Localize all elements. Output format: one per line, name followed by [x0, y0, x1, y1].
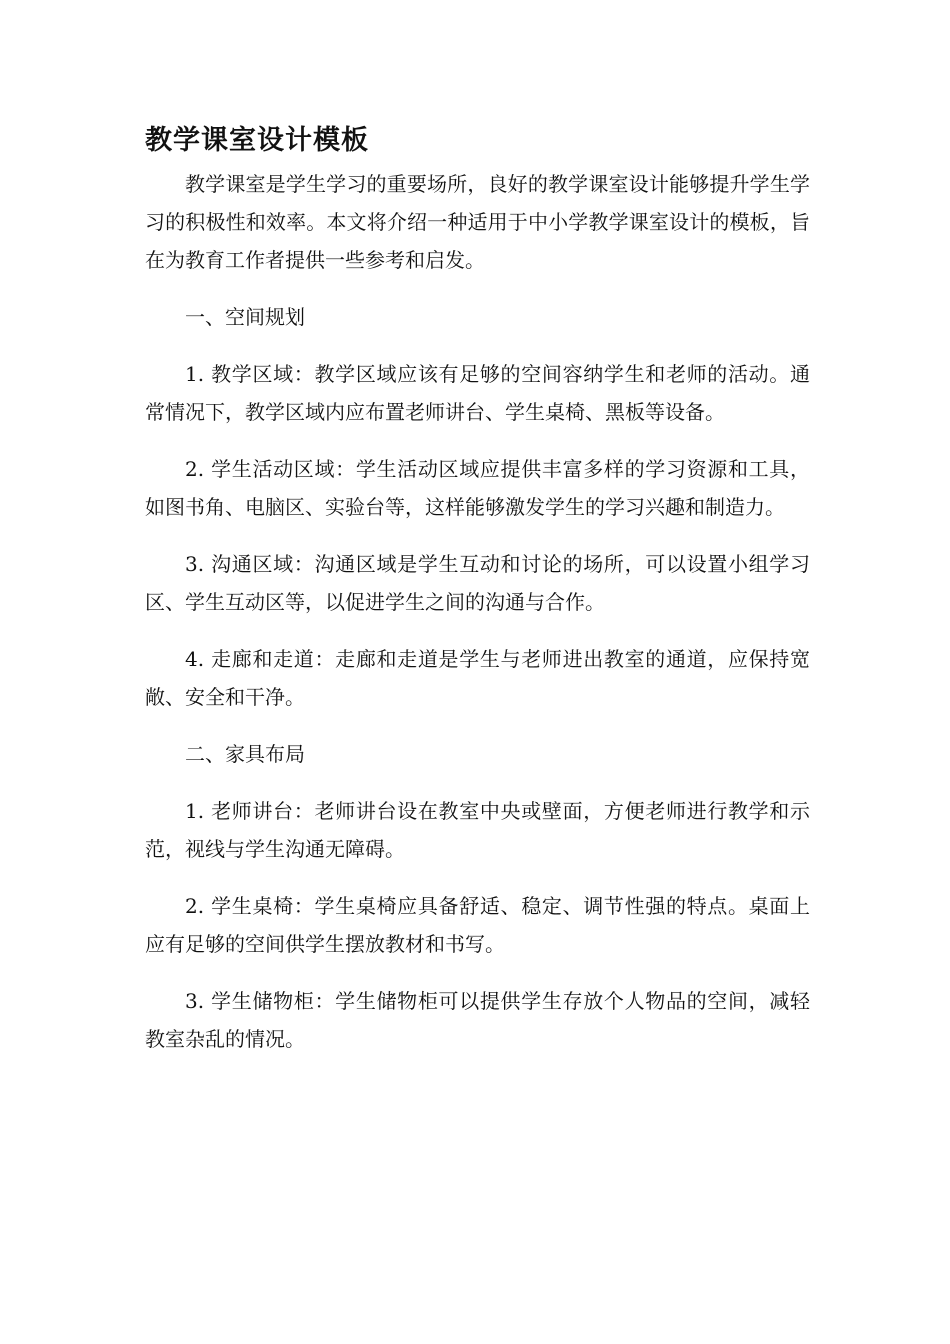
section-heading-space-planning: 一、空间规划	[185, 305, 305, 329]
list-item: 1. 教学区域：教学区域应该有足够的空间容纳学生和老师的活动。通常情况下，教学区域内应布置老师讲台、学生桌椅、黑板等设备。	[145, 362, 810, 424]
list-item: 2. 学生活动区域：学生活动区域应提供丰富多样的学习资源和工具，如图书角、电脑区、实验台等，这样能够激发学生的学习兴趣和制造力。	[145, 457, 810, 519]
document-title: 教学课室设计模板	[145, 125, 369, 156]
list-item: 4. 走廊和走道：走廊和走道是学生与老师进出教室的通道，应保持宽敞、安全和干净。	[145, 647, 810, 709]
section-heading-furniture-layout: 二、家具布局	[185, 742, 305, 766]
list-item: 3. 学生储物柜：学生储物柜可以提供学生存放个人物品的空间，减轻教室杂乱的情况。	[145, 989, 810, 1051]
list-item: 1. 老师讲台：老师讲台设在教室中央或壁面，方便老师进行教学和示范，视线与学生沟通无障碍。	[145, 799, 810, 861]
list-item: 3. 沟通区域：沟通区域是学生互动和讨论的场所，可以设置小组学习区、学生互动区等，以促进学生之间的沟通与合作。	[145, 552, 810, 614]
intro-paragraph: 教学课室是学生学习的重要场所，良好的教学课室设计能够提升学生学习的积极性和效率。本文将介绍一种适用于中小学教学课室设计的模板，旨在为教育工作者提供一些参考和启发。	[145, 172, 810, 272]
document-body	[145, 165, 810, 1077]
list-item: 2. 学生桌椅：学生桌椅应具备舒适、稳定、调节性强的特点。桌面上应有足够的空间供学生摆放教材和书写。	[145, 894, 810, 956]
